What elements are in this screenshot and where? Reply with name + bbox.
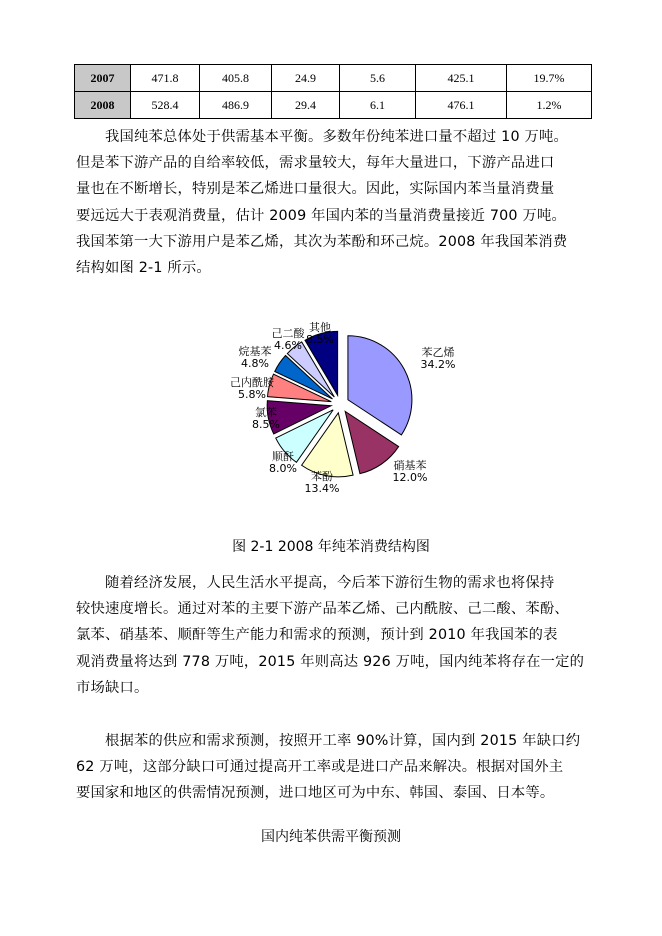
table-cell: 6.1 bbox=[340, 92, 416, 119]
year-cell: 2007 bbox=[75, 65, 131, 92]
pie-slice-label: 苯酚 bbox=[311, 470, 333, 483]
pie-slice-label: 己内酰胺 bbox=[230, 376, 274, 389]
table-cell: 5.6 bbox=[340, 65, 416, 92]
pie-slice-value: 34.2% bbox=[420, 358, 456, 371]
text-line: 我国纯苯总体处于供需基本平衡。多数年份纯苯进口量不超过 10 万吨。 bbox=[105, 129, 568, 145]
pie-slice-value: 8.0% bbox=[269, 462, 297, 475]
pie-slice-label: 氯苯 bbox=[255, 406, 277, 419]
pie-slice-label: 其他 bbox=[309, 321, 331, 334]
figure-caption: 图 2-1 2008 年纯苯消费结构图 bbox=[232, 539, 430, 555]
pie-slice-label: 己二酸 bbox=[271, 327, 305, 340]
pie-slice-value: 8.5% bbox=[252, 418, 280, 431]
table-cell: 425.1 bbox=[416, 65, 507, 92]
pie-slice-label: 苯乙烯 bbox=[421, 346, 455, 359]
text-line: 氯苯、硝基苯、顺酐等生产能力和需求的预测，预计到 2010 年我国苯的表 bbox=[76, 627, 558, 644]
table-cell: 486.9 bbox=[200, 92, 272, 119]
table-cell: 471.8 bbox=[131, 65, 200, 92]
table-cell: 29.4 bbox=[272, 92, 340, 119]
pie-slice-label: 烷基苯 bbox=[238, 345, 272, 358]
text-line: 随着经济发展，人民生活水平提高，今后苯下游衍生物的需求也将保持 bbox=[105, 575, 555, 591]
table-cell: 19.7% bbox=[507, 65, 592, 92]
table-cell: 1.2% bbox=[507, 92, 592, 119]
text-line: 但是苯下游产品的自给率较低，需求量较大，每年大量进口，下游产品进口 bbox=[76, 155, 555, 172]
text-line: 要远远大于表观消费量，估计 2009 年国内苯的当量消费量接近 700 万吨。 bbox=[76, 207, 566, 224]
table-cell: 405.8 bbox=[200, 65, 272, 92]
pie-slice-value: 5.8% bbox=[238, 388, 266, 401]
paragraph-gap-forecast bbox=[76, 728, 596, 807]
pie-slice-label: 硝基苯 bbox=[393, 459, 427, 472]
text-line: 62 万吨，这部分缺口可通过提高开工率或是进口产品来解决。根据对国外主 bbox=[76, 759, 564, 776]
pie-slice-value: 13.4% bbox=[304, 482, 340, 495]
text-line: 要国家和地区的供需情况预测，进口地区可为中东、韩国、泰国、日本等。 bbox=[76, 785, 555, 802]
text-line: 观消费量将达到 778 万吨，2015 年则高达 926 万吨，国内纯苯将存在一定的 bbox=[76, 653, 585, 670]
pie-slice-label: 顺酐 bbox=[272, 450, 294, 463]
table-cell: 24.9 bbox=[272, 65, 340, 92]
pie-slice-value: 4.6% bbox=[274, 339, 302, 352]
paragraph-demand-forecast bbox=[76, 570, 596, 701]
text-line: 较快速度增长。通过对苯的主要下游产品苯乙烯、己内酰胺、己二酸、苯酚、 bbox=[76, 601, 569, 618]
text-line: 我国苯第一大下游用户是苯乙烯，其次为苯酚和环己烷。2008 年我国苯消费 bbox=[76, 233, 568, 250]
table-cell: 476.1 bbox=[416, 92, 507, 119]
year-cell: 2008 bbox=[75, 92, 131, 119]
pie-slice-value: 8.5% bbox=[306, 333, 334, 346]
text-line: 市场缺口。 bbox=[76, 679, 149, 696]
pie-slice-value: 4.8% bbox=[241, 357, 269, 370]
text-line: 结构如图 2-1 所示。 bbox=[76, 260, 211, 277]
table-cell: 528.4 bbox=[131, 92, 200, 119]
section-heading: 国内纯苯供需平衡预测 bbox=[261, 829, 401, 845]
text-line: 根据苯的供应和需求预测，按照开工率 90%计算，国内到 2015 年缺口约 bbox=[105, 733, 581, 749]
text-line: 量也在不断增长，特别是苯乙烯进口量很大。因此，实际国内苯当量消费量 bbox=[76, 181, 555, 198]
pie-slice-value: 12.0% bbox=[392, 471, 428, 484]
